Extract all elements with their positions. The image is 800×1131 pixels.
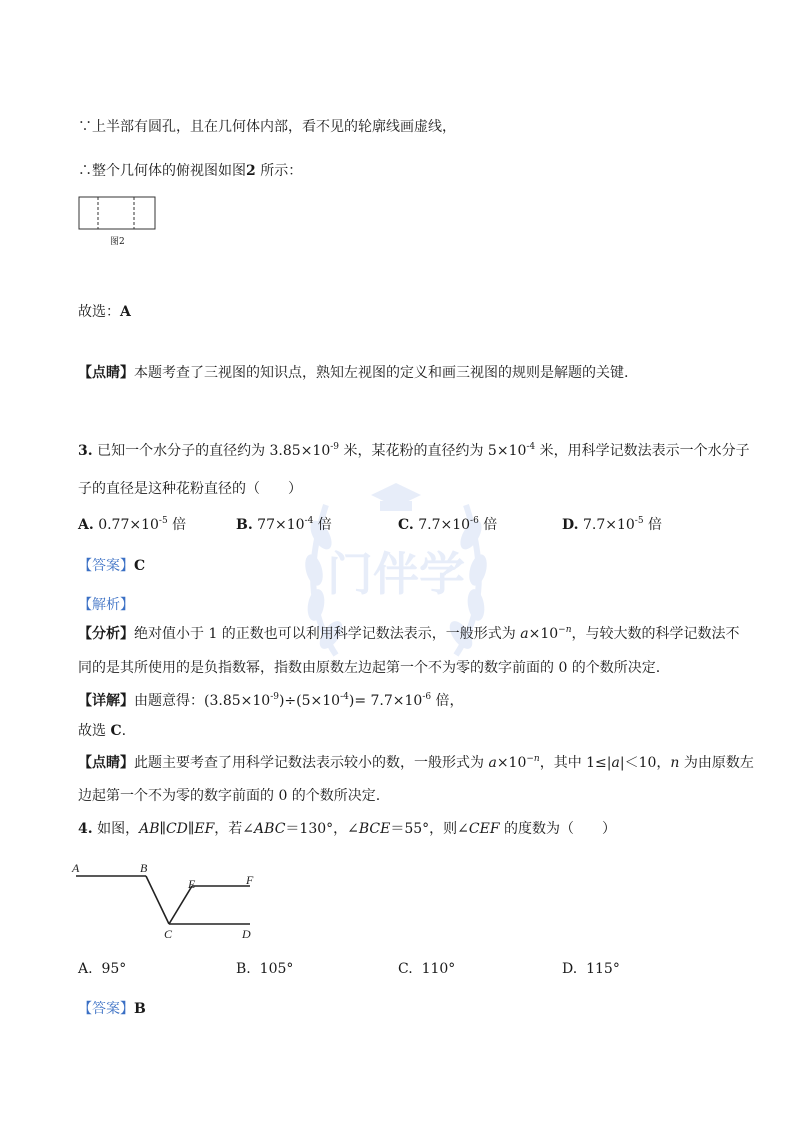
label-d: D — [242, 927, 251, 938]
q4-option-c[interactable]: C. 110° — [398, 961, 456, 977]
q4-stem: 4. 如图，AB∥CD∥EF，若∠ABC＝130°，∠BCE＝55°，则∠CEF 的度数为（ ） — [78, 821, 616, 837]
q4-option-d[interactable]: D. 115° — [562, 961, 620, 977]
figure-2 — [78, 196, 168, 252]
parallel-lines-diagram — [70, 858, 270, 938]
q4-option-a[interactable]: A. 95° — [78, 961, 127, 977]
q3-option-a[interactable]: A. $0.77\times 10^{-5}$ 倍 — [78, 516, 187, 533]
figure-2-caption: 图2 — [110, 237, 125, 247]
q3-choose: 故选 C. — [78, 723, 127, 739]
label-a: A — [72, 861, 80, 875]
answer-tag: 【答案】 — [78, 1001, 134, 1017]
comment-2: 【点睛】本题考查了三视图的知识点，熟知左视图的定义和画三视图的规则是解题的关键. — [78, 365, 629, 381]
q3-analysis-tag: 【解析】 — [78, 597, 134, 613]
q3-number: 3. — [78, 443, 93, 459]
q3-fenxi-line-2: 同的是其所使用的是负指数幂，指数由原数左边起第一个不为零的数字前面的 0 的个数所决定. — [78, 660, 661, 676]
label-e: E — [188, 877, 196, 891]
label-b: B — [140, 861, 148, 875]
watermark-text: 门伴学 — [327, 548, 465, 600]
q3-detail: 【详解】由题意得：$(3.85\times 10^{-9})\div(5\times 10^{-4})= 7.7\times 10^{-6}$ 倍， — [78, 692, 464, 709]
q3-stem-line-2: 子的直径是这种花粉直径的（ ） — [78, 481, 302, 497]
q3-answer: 【答案】C — [78, 558, 146, 574]
intro-line-2: ∴整个几何体的俯视图如图2 所示： — [78, 163, 303, 179]
intro-line-1: ∵上半部有圆孔，且在几何体内部，看不见的轮廓线画虚线， — [78, 119, 456, 135]
figure-4 — [70, 858, 270, 942]
q4-number: 4. — [78, 821, 93, 837]
q4-answer: 【答案】B — [78, 1001, 146, 1017]
comment-tag: 【点睛】 — [78, 365, 134, 381]
q3-comment-line-1: 【点睛】此题主要考查了用科学记数法表示较小的数，一般形式为 $a\times 10^{-n}$，其中 1≤|a|＜10，n 为由原数左 — [78, 754, 754, 771]
q3-option-c[interactable]: C. $7.7\times 10^{-6}$ 倍 — [398, 516, 498, 533]
q4-option-b[interactable]: B. 105° — [236, 961, 294, 977]
q3-stem-line-1: 3. 已知一个水分子的直径约为 $3.85\times 10^{-9}$ 米，某花粉的直径约为 $5\times 10^{-4}$ 米，用科学记数法表示一个水分子 — [78, 442, 750, 459]
q3-option-b[interactable]: B. $77\times 10^{-4}$ 倍 — [236, 516, 332, 533]
label-c: C — [164, 927, 173, 938]
label-f: F — [246, 873, 254, 887]
q3-option-d[interactable]: D. $7.7\times 10^{-5}$ 倍 — [562, 516, 663, 533]
q3-comment-line-2: 边起第一个不为零的数字前面的 0 的个数所决定. — [78, 788, 381, 804]
answer-2: 故选：A — [78, 304, 131, 320]
answer-tag: 【答案】 — [78, 558, 134, 574]
q3-fenxi-line-1: 【分析】绝对值小于 1 的正数也可以利用科学记数法表示，一般形式为 $a\times 10^{-n}$，与较大数的科学记数法不 — [78, 625, 740, 642]
